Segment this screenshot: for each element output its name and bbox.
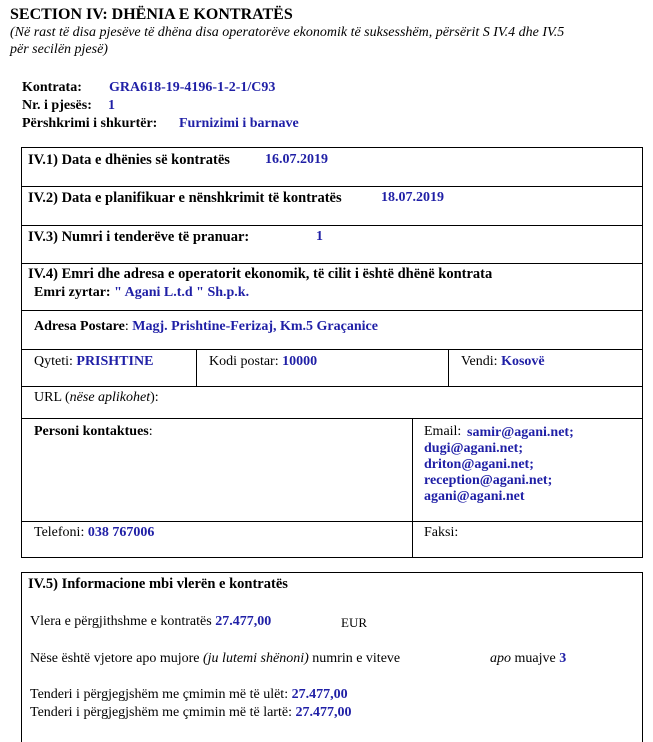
phone-row <box>34 525 154 541</box>
city-cell <box>34 354 153 370</box>
address-value: Magj. Prishtine-Ferizaj, Km.5 Graçanice <box>132 319 378 334</box>
currency: EUR <box>341 615 367 630</box>
email-item[interactable]: samir@agani.net; <box>467 425 574 440</box>
period-note: (ju lutemi shënoni) <box>203 651 309 666</box>
country-label: Vendi: <box>461 354 498 369</box>
contract-number-label: Kontrata: <box>22 80 82 95</box>
country-cell <box>461 354 545 370</box>
official-name-label: Emri zyrtar <box>34 285 106 300</box>
period-years-label: numrin e viteve <box>312 651 401 666</box>
email-item[interactable]: reception@agani.net; <box>424 473 553 488</box>
lowest-price-row <box>30 687 348 703</box>
lot-value: 1 <box>108 98 115 113</box>
period-row <box>30 651 400 667</box>
url-note: nëse aplikohet <box>69 390 151 405</box>
phone-value: 038 767006 <box>87 525 155 540</box>
iv1-value: 16.07.2019 <box>265 152 328 167</box>
country-value: Kosovë <box>501 354 545 369</box>
highest-price-row <box>30 705 351 721</box>
section-note <box>10 24 650 58</box>
period-months-label: muajve <box>514 651 556 666</box>
iv3-value: 1 <box>316 229 323 244</box>
email-list <box>467 424 574 441</box>
official-name-row: Emri zyrtar: " Agani L.t.d " Sh.p.k. <box>34 285 250 300</box>
city-value: PRISHTINE <box>76 354 154 369</box>
iv2-label: IV.2) Data e planifikuar e nënshkrimit të kontratës <box>28 190 342 206</box>
contact-person-row: Personi kontaktues: <box>34 424 153 439</box>
period-pre: Nëse është vjetore apo mujore <box>30 651 200 666</box>
email-item[interactable]: driton@agani.net; <box>424 457 534 472</box>
iv3-label: IV.3) Numri i tenderëve të pranuar: <box>28 229 250 245</box>
iv4-label: IV.4) Emri dhe adresa e operatorit ekonomik, të cilit i është dhënë kontrata <box>28 266 493 282</box>
total-value-row <box>30 614 271 630</box>
email-list-continued <box>424 441 552 505</box>
phone-label: Telefoni: <box>34 525 85 540</box>
contact-person-label: Personi kontaktues <box>34 424 149 439</box>
highest-price-label: Tenderi i përgjegjshëm me çmimin më të lartë: <box>30 705 292 720</box>
section-title: SECTION IV: DHËNIA E KONTRATËS <box>10 6 293 23</box>
contract-number-value: GRA618-19-4196-1-2-1/C93 <box>109 80 276 95</box>
period-apo: apo <box>490 651 511 666</box>
city-label: Qyteti: <box>34 354 73 369</box>
url-row <box>34 390 159 406</box>
email-item[interactable]: dugi@agani.net; <box>424 441 523 456</box>
postal-cell <box>209 354 317 370</box>
address-row: Adresa Postare: Magj. Prishtine-Ferizaj, Km.5 Graçanice <box>34 319 378 334</box>
short-desc-value: Furnizimi i barnave <box>179 116 299 131</box>
section-note-line1: (Në rast të disa pjesëve të dhëna disa operatorëve ekonomik të suksesshëm, përsërit S IV.4 dhe IV.5 <box>10 25 565 40</box>
fax-label: Faksi: <box>424 525 459 540</box>
lowest-price-label: Tenderi i përgjegjshëm me çmimin më të ulët: <box>30 687 289 702</box>
address-label: Adresa Postare <box>34 319 125 334</box>
total-value-label: Vlera e përgjithshme e kontratës <box>30 614 212 629</box>
iv5-label: IV.5) Informacione mbi vlerën e kontratës <box>28 576 288 592</box>
email-label: Email: <box>424 424 462 439</box>
iv2-value: 18.07.2019 <box>381 190 444 205</box>
lot-label: Nr. i pjesës: <box>22 98 92 113</box>
section-note-line2: për secilën pjesë) <box>10 42 108 57</box>
period-months-value: 3 <box>559 651 567 666</box>
iv1-label: IV.1) Data e dhënies së kontratës <box>28 152 230 168</box>
url-end: ): <box>150 390 159 405</box>
email-item[interactable]: agani@agani.net <box>424 489 525 504</box>
postal-value: 10000 <box>282 354 318 369</box>
short-desc-label: Përshkrimi i shkurtër: <box>22 116 158 131</box>
highest-price-value: 27.477,00 <box>295 705 352 720</box>
lowest-price-value: 27.477,00 <box>291 687 348 702</box>
postal-label: Kodi postar: <box>209 354 279 369</box>
total-value: 27.477,00 <box>215 614 272 629</box>
url-label: URL ( <box>34 390 70 405</box>
official-name-value: " Agani L.t.d " Sh.p.k. <box>114 285 250 300</box>
period-months <box>490 651 566 667</box>
